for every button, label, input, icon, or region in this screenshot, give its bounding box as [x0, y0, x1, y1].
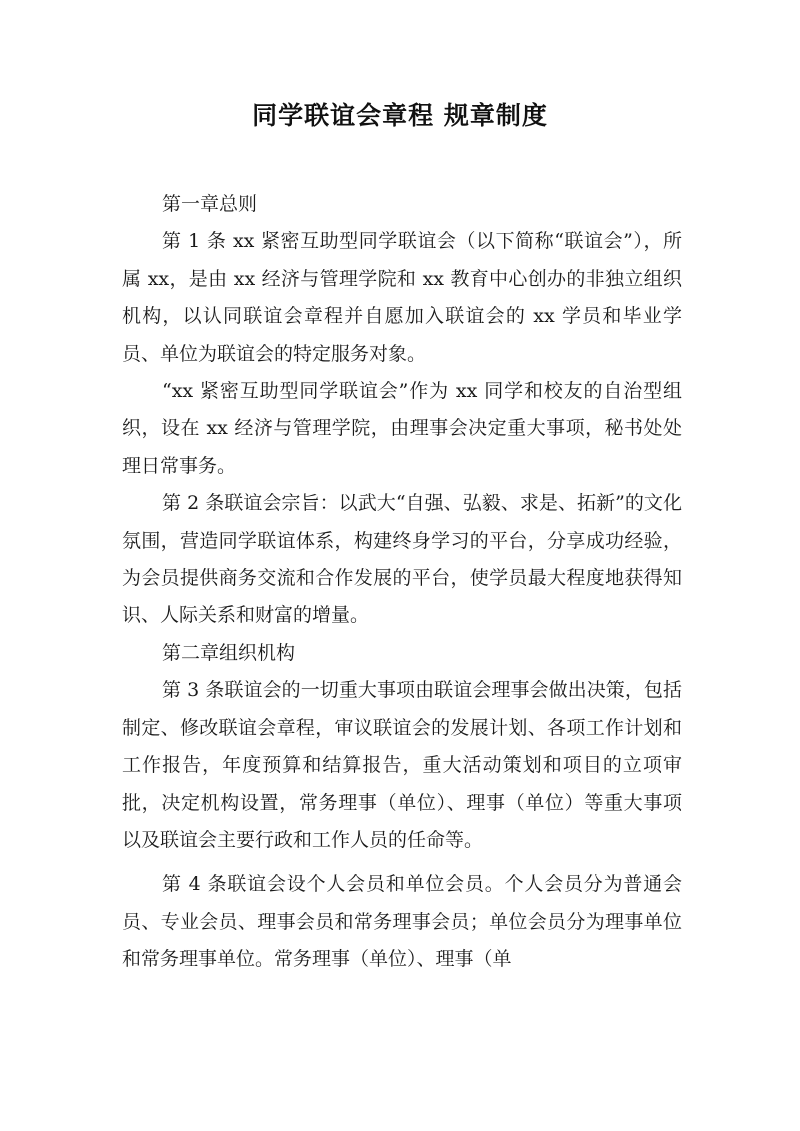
body-paragraph: 第 1 条 xx 紧密互助型同学联谊会（以下简称“联谊会”），所属 xx，是由 xx 经济与管理学院和 xx 教育中心创办的非独立组织机构，以认同联谊会章程并自愿加入联谊会的 xx 学员和毕业学员、单位为联谊会的特定服务对象。	[122, 230, 682, 365]
document-body	[122, 186, 682, 979]
body-paragraph: 第 4 条联谊会设个人会员和单位会员。个人会员分为普通会员、专业会员、理事会员和常务理事会员；单位会员分为理事单位和常务理事单位。常务理事（单位）、理事（单	[122, 873, 682, 971]
chapter-heading: 第一章总则	[162, 193, 258, 215]
body-paragraph: 第 2 条联谊会宗旨：以武大“自强、弘毅、求是、拓新”的文化氛围，营造同学联谊体系，构建终身学习的平台，分享成功经验，为会员提供商务交流和合作发展的平台，使学员最大程度地获得知识、人际关系和财富的增量。	[122, 492, 682, 627]
body-paragraph: 第 3 条联谊会的一切重大事项由联谊会理事会做出决策，包括制定、修改联谊会章程，审议联谊会的发展计划、各项工作计划和工作报告，年度预算和结算报告，重大活动策划和项目的立项审批，决定机构设置，常务理事（单位）、理事（单位）等重大事项以及联谊会主要行政和工作人员的任命等。	[122, 679, 682, 851]
body-paragraph: “xx 紧密互助型同学联谊会”作为 xx 同学和校友的自治型组织，设在 xx 经济与管理学院，由理事会决定重大事项，秘书处处理日常事务。	[122, 380, 682, 477]
document-title: 同学联谊会章程 规章制度	[252, 101, 548, 130]
chapter-heading: 第二章组织机构	[162, 641, 296, 664]
